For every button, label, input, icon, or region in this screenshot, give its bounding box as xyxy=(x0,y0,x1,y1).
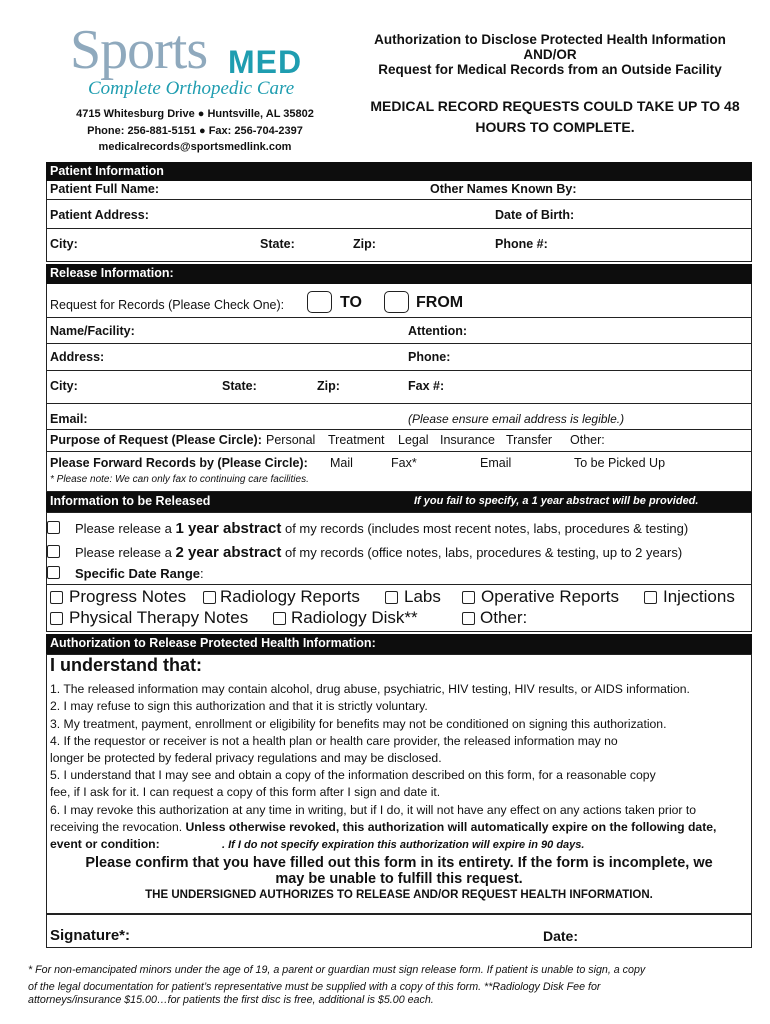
purpose-transfer[interactable]: Transfer xyxy=(506,433,553,447)
one-year-option xyxy=(75,520,688,537)
info-released-note: If you fail to specify, a 1 year abstract will be provided. xyxy=(414,495,699,507)
notice-line1: MEDICAL RECORD REQUESTS COULD TAKE UP TO 48 xyxy=(370,98,740,114)
form-title-line2: AND/OR xyxy=(523,47,577,62)
email-legible-note: (Please ensure email address is legible.) xyxy=(408,412,625,426)
purpose-insurance[interactable]: Insurance xyxy=(440,433,495,447)
date-range-bold: Specific Date Range xyxy=(75,566,200,581)
divider xyxy=(46,403,752,404)
from-checkbox[interactable] xyxy=(384,291,409,313)
two-year-bold: 2 year abstract xyxy=(175,544,282,561)
footer-line2: of the legal documentation for patient’s representative must be supplied with a copy of this form. **Radiology Disk Fee for xyxy=(28,981,601,993)
injections-label: Injections xyxy=(663,587,735,606)
divider xyxy=(46,343,752,344)
divider xyxy=(46,317,752,318)
divider xyxy=(46,199,752,200)
two-year-pre: Please release a xyxy=(75,545,176,560)
auth-item-4a: 4. If the requestor or receiver is not a health plan or health care provider, the released information may no xyxy=(50,734,618,748)
radiology-disk-label: Radiology Disk** xyxy=(291,608,418,627)
auth-item-4b: longer be protected by federal privacy regulations and may be disclosed. xyxy=(50,751,442,765)
signature-section xyxy=(46,914,752,948)
attention-label: Attention: xyxy=(408,324,468,338)
patient-state-label: State: xyxy=(260,237,295,251)
patient-address-label: Patient Address: xyxy=(50,208,149,222)
purpose-legal[interactable]: Legal xyxy=(398,433,429,447)
purpose-treatment[interactable]: Treatment xyxy=(328,433,385,447)
auth-item-2: 2. I may refuse to sign this authorization and that it is strictly voluntary. xyxy=(50,699,428,713)
info-released-bar xyxy=(46,492,752,512)
purpose-other[interactable]: Other: xyxy=(570,433,605,447)
info-released-title: Information to be Released xyxy=(50,494,211,508)
radiology-reports-label: Radiology Reports xyxy=(220,587,360,606)
auth-item-5a: 5. I understand that I may see and obtain a copy of the information described on this form, for a reasonable copy xyxy=(50,768,656,782)
date-range-option xyxy=(75,566,204,581)
facility-phone-label: Phone: xyxy=(408,350,451,364)
understand-heading: I understand that: xyxy=(50,655,202,675)
divider xyxy=(46,584,752,585)
to-label: TO xyxy=(340,294,362,311)
authorization-bar: Authorization to Release Protected Health Information: xyxy=(46,634,752,654)
purpose-label: Purpose of Request (Please Circle): xyxy=(50,433,262,447)
auth-item-6b xyxy=(50,819,716,836)
two-year-post: of my records (office notes, labs, procedures & testing, up to 2 years) xyxy=(281,545,683,560)
patient-phone-label: Phone #: xyxy=(495,237,548,251)
patient-zip-label: Zip: xyxy=(353,237,376,251)
patient-city-label: City: xyxy=(50,237,78,251)
forward-pickup[interactable]: To be Picked Up xyxy=(574,456,666,470)
facility-city-label: City: xyxy=(50,379,78,393)
notice-line2: HOURS TO COMPLETE. xyxy=(475,119,635,135)
facility-fax-label: Fax #: xyxy=(408,379,445,393)
release-info-bar: Release Information: xyxy=(46,264,752,284)
footer-line1: * For non-emancipated minors under the age of 19, a parent or guardian must sign release form. If patient is unable to sign, a copy xyxy=(28,964,646,976)
facility-zip-label: Zip: xyxy=(317,379,340,393)
form-title-line1: Authorization to Disclose Protected Health Information xyxy=(374,32,726,47)
operative-reports-label: Operative Reports xyxy=(481,587,619,606)
date-range-colon: : xyxy=(200,566,204,581)
auth-item-6a: 6. I may revoke this authorization at any time in writing, but if I do, it will not have any effect on any actions taken prior to xyxy=(50,803,697,817)
divider xyxy=(46,370,752,371)
one-year-post: of my records (includes most recent notes, labs, procedures & testing) xyxy=(281,521,689,536)
operative-reports-checkbox[interactable] xyxy=(462,591,475,604)
facility-email-label: Email: xyxy=(50,412,88,426)
clinic-phone-fax: Phone: 256-881-5151 ● Fax: 256-704-2397 xyxy=(87,125,303,137)
other-checkbox[interactable] xyxy=(462,612,475,625)
two-year-checkbox[interactable] xyxy=(47,545,60,558)
forward-mail[interactable]: Mail xyxy=(330,456,353,470)
logo-sports-text: Sports xyxy=(70,19,208,81)
clinic-address: 4715 Whitesburg Drive ● Huntsville, AL 35802 xyxy=(76,108,314,120)
physical-therapy-label: Physical Therapy Notes xyxy=(69,608,249,627)
date-of-birth-label: Date of Birth: xyxy=(495,208,575,222)
auth-item-6b-text: receiving the revocation. xyxy=(50,820,186,834)
radiology-disk-checkbox[interactable] xyxy=(273,612,286,625)
radiology-reports-checkbox[interactable] xyxy=(203,591,216,604)
physical-therapy-checkbox[interactable] xyxy=(50,612,63,625)
other-label: Other: xyxy=(480,608,528,627)
fax-note: * Please note: We can only fax to continuing care facilities. xyxy=(50,474,309,485)
progress-notes-checkbox[interactable] xyxy=(50,591,63,604)
signature-label[interactable]: Signature*: xyxy=(50,927,131,944)
auth-item-3: 3. My treatment, payment, enrollment or eligibility for benefits may not be conditioned on signing this authorization. xyxy=(50,717,667,731)
footer-line3: attorneys/insurance $15.00…for patients the first disc is free, additional is $5.00 each. xyxy=(28,994,434,1006)
from-label: FROM xyxy=(416,294,464,311)
injections-checkbox[interactable] xyxy=(644,591,657,604)
forward-fax[interactable]: Fax* xyxy=(391,456,417,470)
two-year-option xyxy=(75,544,682,561)
auth-item-5b: fee, if I ask for it. I can request a copy of this form after I sign and date it. xyxy=(50,785,441,799)
request-records-label: Request for Records (Please Check One): xyxy=(50,298,285,312)
logo-subtitle: Complete Orthopedic Care xyxy=(88,78,295,99)
name-facility-label: Name/Facility: xyxy=(50,324,135,338)
auth-item-1: 1. The released information may contain alcohol, drug abuse, psychiatric, HIV testing, HIV results, or AIDS information. xyxy=(50,682,690,696)
one-year-bold: 1 year abstract xyxy=(175,520,282,537)
logo-med-text: MED xyxy=(228,44,303,80)
labs-label: Labs xyxy=(404,587,441,606)
divider xyxy=(46,451,752,452)
facility-address-label: Address: xyxy=(50,350,105,364)
date-label[interactable]: Date: xyxy=(543,928,579,944)
divider xyxy=(46,228,752,229)
to-checkbox[interactable] xyxy=(307,291,332,313)
one-year-pre: Please release a xyxy=(75,521,176,536)
undersigned-statement: THE UNDERSIGNED AUTHORIZES TO RELEASE AND/OR REQUEST HEALTH INFORMATION. xyxy=(145,889,653,901)
expiration-label: event or condition: xyxy=(50,837,160,851)
patient-info-bar: Patient Information xyxy=(46,162,752,181)
date-range-checkbox[interactable] xyxy=(47,566,60,579)
clinic-email: medicalrecords@sportsmedlink.com xyxy=(98,141,292,153)
forward-email[interactable]: Email xyxy=(480,456,512,470)
one-year-checkbox[interactable] xyxy=(47,521,60,534)
forward-label: Please Forward Records by (Please Circle): xyxy=(50,456,308,470)
form-title-line3: Request for Medical Records from an Outside Facility xyxy=(378,62,722,77)
divider xyxy=(46,429,752,430)
confirm-line1: Please confirm that you have filled out this form in its entirety. If the form is incomplete, we xyxy=(85,855,713,871)
confirm-line2: may be unable to fulfill this request. xyxy=(275,871,523,887)
expiration-note: . If I do not specify expiration this authorization will expire in 90 days. xyxy=(222,839,585,851)
purpose-personal[interactable]: Personal xyxy=(266,433,316,447)
facility-state-label: State: xyxy=(222,379,257,393)
logo xyxy=(70,19,330,102)
labs-checkbox[interactable] xyxy=(385,591,398,604)
auth-item-6b-bold: Unless otherwise revoked, this authorization will automatically expire on the following date, xyxy=(185,820,717,834)
other-names-label: Other Names Known By: xyxy=(430,182,577,196)
patient-full-name-label: Patient Full Name: xyxy=(50,182,160,196)
progress-notes-label: Progress Notes xyxy=(69,587,187,606)
